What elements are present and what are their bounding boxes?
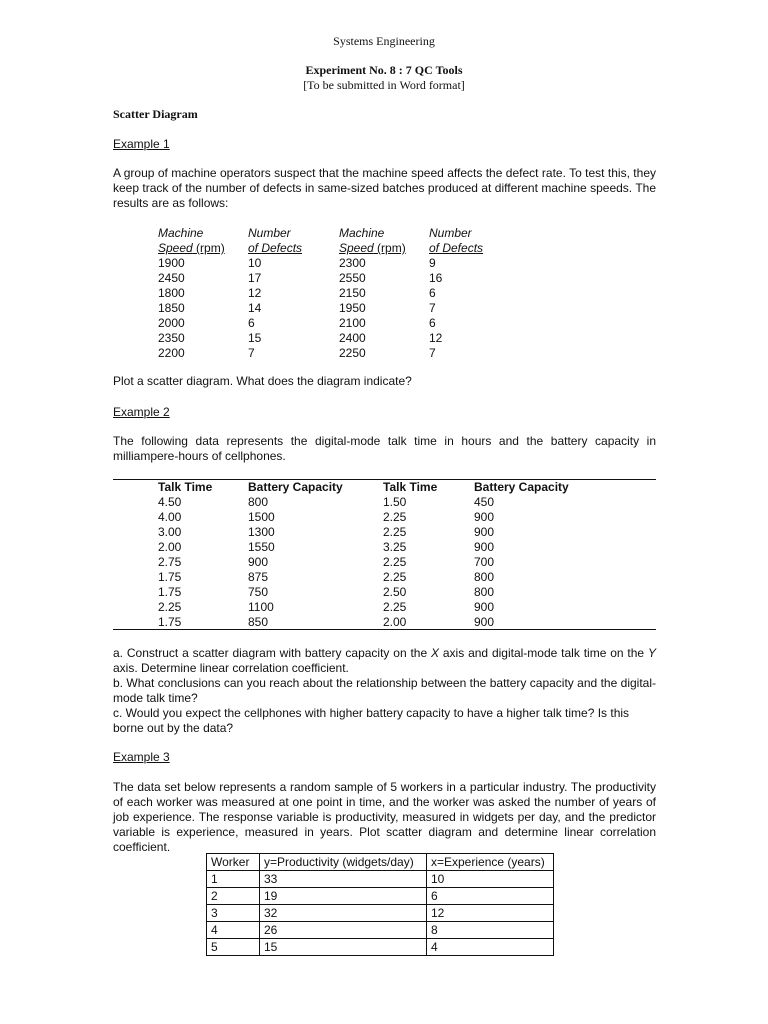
ex1-cell: 7 <box>248 346 255 360</box>
ex2-cell: 900 <box>474 615 495 629</box>
ex2-cell: 4.00 <box>158 510 182 524</box>
table-row <box>207 905 554 922</box>
table-cell: 5 <box>207 939 260 956</box>
ex1-cell: 16 <box>429 271 443 285</box>
ex1-cell: 6 <box>248 316 255 330</box>
ex1-header-speed-top-1: Machine <box>158 226 204 240</box>
ex1-cell: 6 <box>429 316 436 330</box>
ex2-cell: 875 <box>248 570 269 584</box>
ex1-cell: 6 <box>429 286 436 300</box>
ex2-cell: 1.75 <box>158 615 182 629</box>
example2-question-a: a. Construct a scatter diagram with battery capacity on the X axis and digital-mode talk time on the Y axis. Determine linear correlation coefficient. <box>113 646 656 675</box>
ex2-cell: 1.75 <box>158 585 182 599</box>
table-row <box>207 888 554 905</box>
ex2-cell: 1100 <box>248 600 274 614</box>
ex2-cell: 900 <box>474 600 495 614</box>
ex1-cell: 7 <box>429 301 436 315</box>
header-productivity: y=Productivity (widgets/day) <box>260 854 427 871</box>
table-cell: 3 <box>207 905 260 922</box>
ex2-cell: 900 <box>248 555 269 569</box>
table-bottom-rule <box>113 629 656 630</box>
ex2-cell: 750 <box>248 585 269 599</box>
ex2-cell: 2.00 <box>158 540 182 554</box>
example3-intro: The data set below represents a random sample of 5 workers in a particular industry. The productivity of each worker was measured at one point in time, and the worker was asked the number of years of job experience. The response variable is productivity, measured in widgets per day, and the predictor variable is experience, measured in years. Plot scatter diagram and determine linear correlation coefficient. <box>113 780 656 854</box>
ex1-header-defects-top-2: Number <box>429 226 472 240</box>
ex2-cell: 2.50 <box>383 585 407 599</box>
ex1-header-speed-top-2: Machine <box>339 226 385 240</box>
table-cell: 19 <box>260 888 427 905</box>
ex1-cell: 1900 <box>158 256 185 270</box>
table-cell: 26 <box>260 922 427 939</box>
table-cell: 15 <box>260 939 427 956</box>
ex1-header-speed-2: Speed (rpm) <box>339 241 406 255</box>
table-cell: 12 <box>427 905 554 922</box>
ex2-cell: 450 <box>474 495 495 509</box>
table-cell: 8 <box>427 922 554 939</box>
ex1-header-defects-top-1: Number <box>248 226 291 240</box>
ex1-cell: 7 <box>429 346 436 360</box>
submission-note: [To be submitted in Word format] <box>303 78 465 92</box>
ex2-cell: 2.25 <box>158 600 182 614</box>
ex2-header-talk-time-2: Talk Time <box>383 480 438 494</box>
ex1-cell: 12 <box>248 286 262 300</box>
table-cell: 2 <box>207 888 260 905</box>
ex1-cell: 15 <box>248 331 262 345</box>
example2-question-b: b. What conclusions can you reach about the relationship between the battery capacity and the digital-mode talk time? <box>113 676 656 705</box>
ex1-header-speed-1: Speed (rpm) <box>158 241 225 255</box>
table-cell: 33 <box>260 871 427 888</box>
ex2-cell: 3.00 <box>158 525 182 539</box>
section-title: Scatter Diagram <box>113 107 198 121</box>
table-row <box>207 922 554 939</box>
ex2-header-battery-2: Battery Capacity <box>474 480 569 494</box>
table-row <box>207 871 554 888</box>
ex1-cell: 2200 <box>158 346 185 360</box>
ex1-cell: 2550 <box>339 271 366 285</box>
ex2-cell: 900 <box>474 540 495 554</box>
ex2-cell: 700 <box>474 555 495 569</box>
example3-heading: Example 3 <box>113 750 170 764</box>
course-title: Systems Engineering <box>333 34 435 48</box>
example1-intro: A group of machine operators suspect that the machine speed affects the defect rate. To test this, they keep track of the number of defects in same-sized batches produced at different machine speeds. The results are as follows: <box>113 166 656 210</box>
ex2-cell: 3.25 <box>383 540 407 554</box>
table-cell: 10 <box>427 871 554 888</box>
table-row <box>207 939 554 956</box>
header-worker: Worker <box>207 854 260 871</box>
table-cell: 1 <box>207 871 260 888</box>
ex1-header-defects-1: of Defects <box>248 241 303 255</box>
ex2-cell: 1550 <box>248 540 275 554</box>
ex2-cell: 2.25 <box>383 555 407 569</box>
ex1-cell: 1850 <box>158 301 185 315</box>
ex2-cell: 2.00 <box>383 615 407 629</box>
table-cell: 32 <box>260 905 427 922</box>
ex1-cell: 2400 <box>339 331 366 345</box>
ex1-cell: 10 <box>248 256 262 270</box>
ex1-cell: 2450 <box>158 271 185 285</box>
example1-question: Plot a scatter diagram. What does the diagram indicate? <box>113 374 412 388</box>
ex2-cell: 2.75 <box>158 555 182 569</box>
ex2-cell: 800 <box>474 585 495 599</box>
example2-heading: Example 2 <box>113 405 170 419</box>
ex2-cell: 2.25 <box>383 510 407 524</box>
table-cell: 4 <box>427 939 554 956</box>
table-header-row <box>207 854 554 871</box>
ex2-cell: 2.25 <box>383 570 407 584</box>
table-cell: 4 <box>207 922 260 939</box>
ex1-cell: 14 <box>248 301 262 315</box>
example1-heading: Example 1 <box>113 137 170 151</box>
ex1-cell: 2350 <box>158 331 185 345</box>
ex1-cell: 17 <box>248 271 262 285</box>
header-experience: x=Experience (years) <box>427 854 554 871</box>
ex2-cell: 2.25 <box>383 600 407 614</box>
ex2-cell: 800 <box>248 495 269 509</box>
ex1-cell: 2000 <box>158 316 185 330</box>
ex2-cell: 1300 <box>248 525 275 539</box>
ex1-header-defects-2: of Defects <box>429 241 484 255</box>
ex2-cell: 1.50 <box>383 495 407 509</box>
ex2-cell: 900 <box>474 525 495 539</box>
ex2-header-battery-1: Battery Capacity <box>248 480 343 494</box>
ex2-cell: 1500 <box>248 510 275 524</box>
ex1-cell: 2150 <box>339 286 366 300</box>
ex2-cell: 900 <box>474 510 495 524</box>
ex2-cell: 4.50 <box>158 495 182 509</box>
ex2-cell: 850 <box>248 615 269 629</box>
ex1-cell: 1800 <box>158 286 185 300</box>
ex1-cell: 2100 <box>339 316 366 330</box>
ex1-cell: 12 <box>429 331 443 345</box>
ex1-cell: 9 <box>429 256 436 270</box>
example2-question-c: c. Would you expect the cellphones with higher battery capacity to have a higher talk time? Is this borne out by the data? <box>113 706 630 735</box>
table-cell: 6 <box>427 888 554 905</box>
example3-table <box>206 853 554 956</box>
ex1-cell: 2300 <box>339 256 366 270</box>
ex2-header-talk-time-1: Talk Time <box>158 480 213 494</box>
ex2-cell: 2.25 <box>383 525 407 539</box>
example2-intro: The following data represents the digital-mode talk time in hours and the battery capacity in milliampere-hours of cellphones. <box>113 434 656 463</box>
ex1-cell: 1950 <box>339 301 366 315</box>
ex1-cell: 2250 <box>339 346 366 360</box>
ex2-cell: 800 <box>474 570 495 584</box>
ex2-cell: 1.75 <box>158 570 182 584</box>
experiment-title: Experiment No. 8 : 7 QC Tools <box>305 63 463 77</box>
